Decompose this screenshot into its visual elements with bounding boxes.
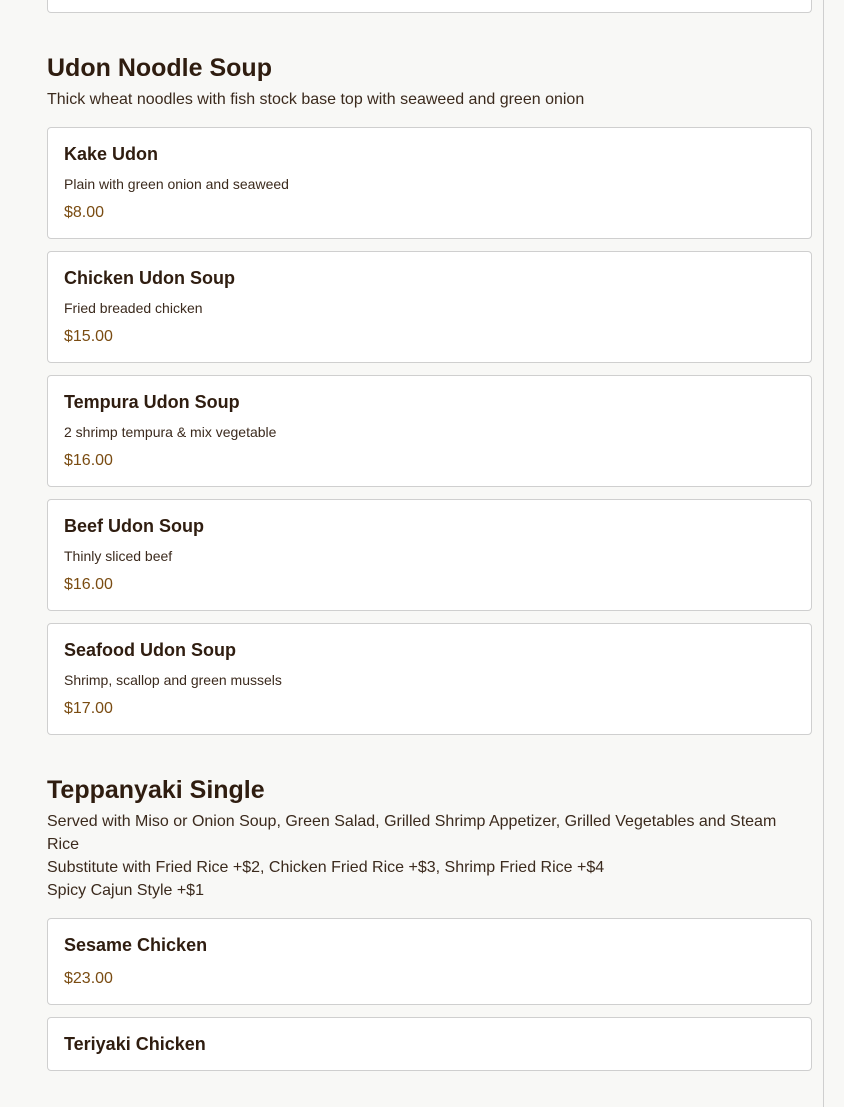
item-description: Shrimp, scallop and green mussels (64, 672, 282, 688)
menu-section-teppanyaki-single (47, 775, 812, 1071)
item-description: Plain with green onion and seaweed (64, 176, 289, 192)
item-name: Sesame Chicken (64, 935, 208, 955)
menu-section-udon-noodle-soup (47, 53, 812, 735)
section-description: Thick wheat noodles with fish stock base top with seaweed and green onion (47, 91, 585, 108)
section-description-line: Served with Miso or Onion Soup, Green Salad, Grilled Shrimp Appetizer, Grilled Vegetables and Steam Rice (47, 813, 777, 853)
section-title: Teppanyaki Single (47, 776, 265, 804)
item-price: $15.00 (64, 328, 113, 345)
menu-item-card-tempura-udon-soup[interactable] (47, 375, 812, 487)
scroll-container-edge (823, 0, 824, 1107)
menu-item-card-beef-udon-soup[interactable] (47, 499, 812, 611)
section-description-line: Substitute with Fried Rice +$2, Chicken Fried Rice +$3, Shrimp Fried Rice +$4 (47, 859, 605, 876)
item-name: Seafood Udon Soup (64, 640, 236, 660)
menu-item-card-chicken-udon-soup[interactable] (47, 251, 812, 363)
item-description: Fried breaded chicken (64, 300, 203, 316)
menu-item-card-seafood-udon-soup[interactable] (47, 623, 812, 735)
item-name: Chicken Udon Soup (64, 268, 235, 288)
item-price: $23.00 (64, 970, 113, 987)
item-name: Kake Udon (64, 144, 159, 164)
menu-item-card-kake-udon[interactable] (47, 127, 812, 239)
section-title: Udon Noodle Soup (47, 54, 272, 82)
section-description-line: Spicy Cajun Style +$1 (47, 882, 204, 899)
item-name: Teriyaki Chicken (64, 1034, 206, 1054)
item-name: Beef Udon Soup (64, 516, 204, 536)
menu-item-card-teriyaki-chicken[interactable] (47, 1017, 812, 1071)
menu-item-card-sesame-chicken[interactable] (47, 918, 812, 1005)
menu-item-card-partial[interactable] (47, 0, 812, 13)
item-price: $16.00 (64, 576, 113, 593)
item-description: Thinly sliced beef (64, 548, 173, 564)
item-description: 2 shrimp tempura & mix vegetable (64, 424, 277, 440)
item-price: $8.00 (64, 204, 105, 221)
item-price: $17.00 (64, 700, 113, 717)
item-name: Tempura Udon Soup (64, 392, 240, 412)
menu-content (47, 0, 812, 1083)
section-description (47, 810, 812, 902)
item-price: $16.00 (64, 452, 113, 469)
